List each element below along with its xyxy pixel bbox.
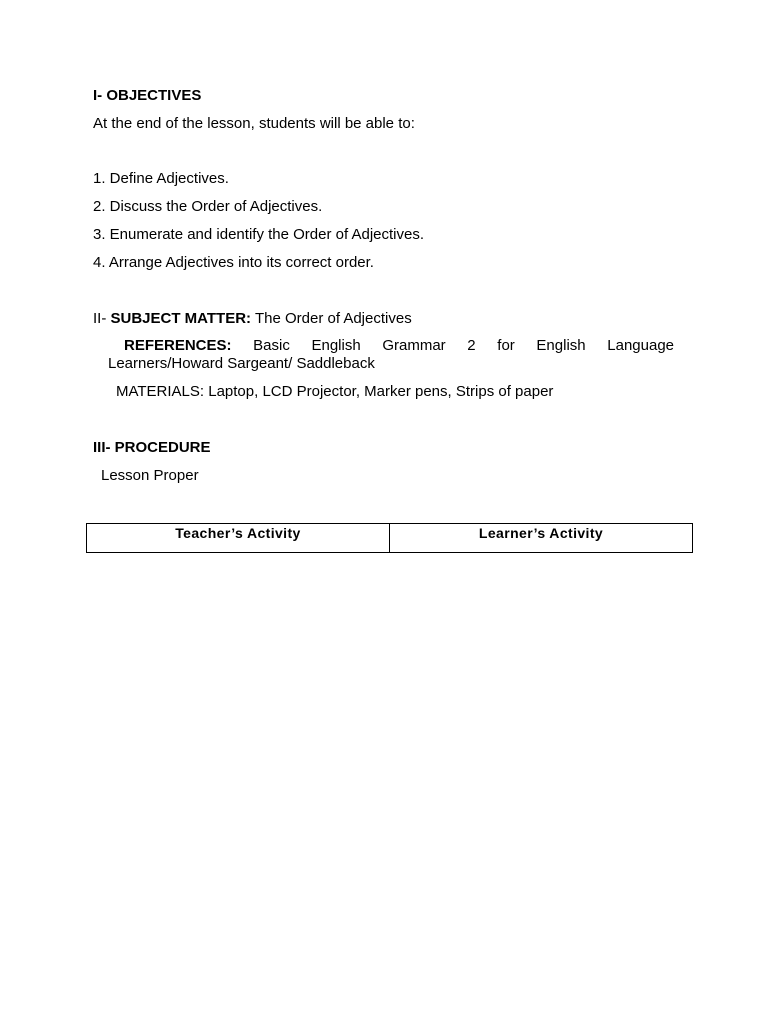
teacher-activity-header: Teacher’s Activity (87, 524, 390, 553)
references-block (108, 337, 674, 373)
objective-item: 3. Enumerate and identify the Order of Adjectives. (93, 226, 425, 243)
subject-matter-value: The Order of Adjectives (251, 310, 412, 327)
materials-line: MATERIALS: Laptop, LCD Projector, Marker pens, Strips of paper (116, 383, 554, 400)
subject-matter-prefix: II- (93, 310, 111, 327)
objective-item: 4. Arrange Adjectives into its correct order. (93, 254, 374, 271)
procedure-heading: III- PROCEDURE (93, 439, 211, 456)
references-text-1: Basic English Grammar 2 for English Language (253, 337, 675, 354)
references-label: REFERENCES: (124, 337, 232, 354)
objective-item: 2. Discuss the Order of Adjectives. (93, 198, 323, 215)
subject-matter-label: SUBJECT MATTER: (110, 310, 252, 327)
subject-matter-line (93, 310, 412, 328)
objective-item: 1. Define Adjectives. (93, 170, 229, 187)
learner-activity-header: Learner’s Activity (390, 524, 693, 553)
objectives-heading: I- OBJECTIVES (93, 87, 202, 104)
table-header-row (87, 524, 693, 553)
lesson-proper-subheading: Lesson Proper (101, 467, 199, 484)
objectives-intro: At the end of the lesson, students will be able to: (93, 115, 415, 132)
references-line-1 (108, 337, 674, 355)
references-line-2: Learners/Howard Sargeant/ Saddleback (108, 355, 375, 372)
activity-table (86, 523, 693, 553)
